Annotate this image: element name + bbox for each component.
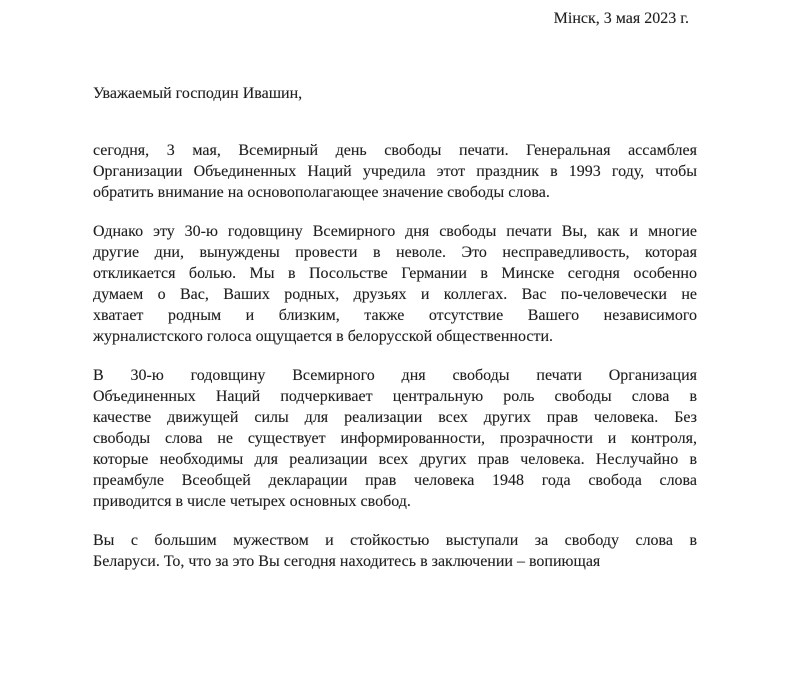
letter-paragraph: [93, 365, 697, 512]
letter-line: В 30-ю годовщину Всемирного дня свободы печати Организация: [93, 367, 697, 384]
letter-paragraph: [93, 221, 697, 347]
letter-salutation: Уважаемый господин Ивашин,: [93, 85, 303, 102]
letter-line: другие дни, вынуждены провести в неволе. Это несправедливость, которая: [93, 244, 697, 261]
letter-dateline: Мінск, 3 мая 2023 г.: [553, 10, 689, 27]
letter-line: откликается болью. Мы в Посольстве Германии в Минске сегодня особенно: [93, 265, 697, 282]
letter-line: свободы слова не существует информированности, прозрачности и контроля,: [93, 430, 697, 447]
letter-body: [93, 140, 697, 572]
letter-line: хватает родным и близким, также отсутствие Вашего независимого: [93, 307, 697, 324]
letter-paragraph: [93, 530, 697, 572]
letter-line: Беларуси. То, что за это Вы сегодня находитесь в заключении – вопиющая: [93, 553, 601, 570]
letter-line: которые необходимы для реализации всех других прав человека. Неслучайно в: [93, 451, 697, 468]
letter-line: журналистского голоса ощущается в белорусской общественности.: [93, 328, 554, 345]
letter-line: Объединенных Наций подчеркивает центральную роль свободы слова в: [93, 388, 697, 405]
letter-line: Однако эту 30-ю годовщину Всемирного дня свободы печати Вы, как и многие: [93, 223, 697, 240]
letter-line: сегодня, 3 мая, Всемирный день свободы печати. Генеральная ассамблея: [93, 142, 697, 159]
letter-line: думаем о Вас, Ваших родных, друзьях и коллегах. Вас по-человечески не: [93, 286, 697, 303]
letter-line: приводится в числе четырех основных свобод.: [93, 493, 411, 510]
letter-line: Вы с большим мужеством и стойкостью выступали за свободу слова в: [93, 532, 697, 549]
letter-line: качестве движущей силы для реализации всех других прав человека. Без: [93, 409, 697, 426]
letter-line: преамбуле Всеобщей декларации прав человека 1948 года свобода слова: [93, 472, 697, 489]
letter-line: Организации Объединенных Наций учредила этот праздник в 1993 году, чтобы: [93, 163, 697, 180]
letter-line: обратить внимание на основополагающее значение свободы слова.: [93, 184, 550, 201]
letter-paragraph: [93, 140, 697, 203]
